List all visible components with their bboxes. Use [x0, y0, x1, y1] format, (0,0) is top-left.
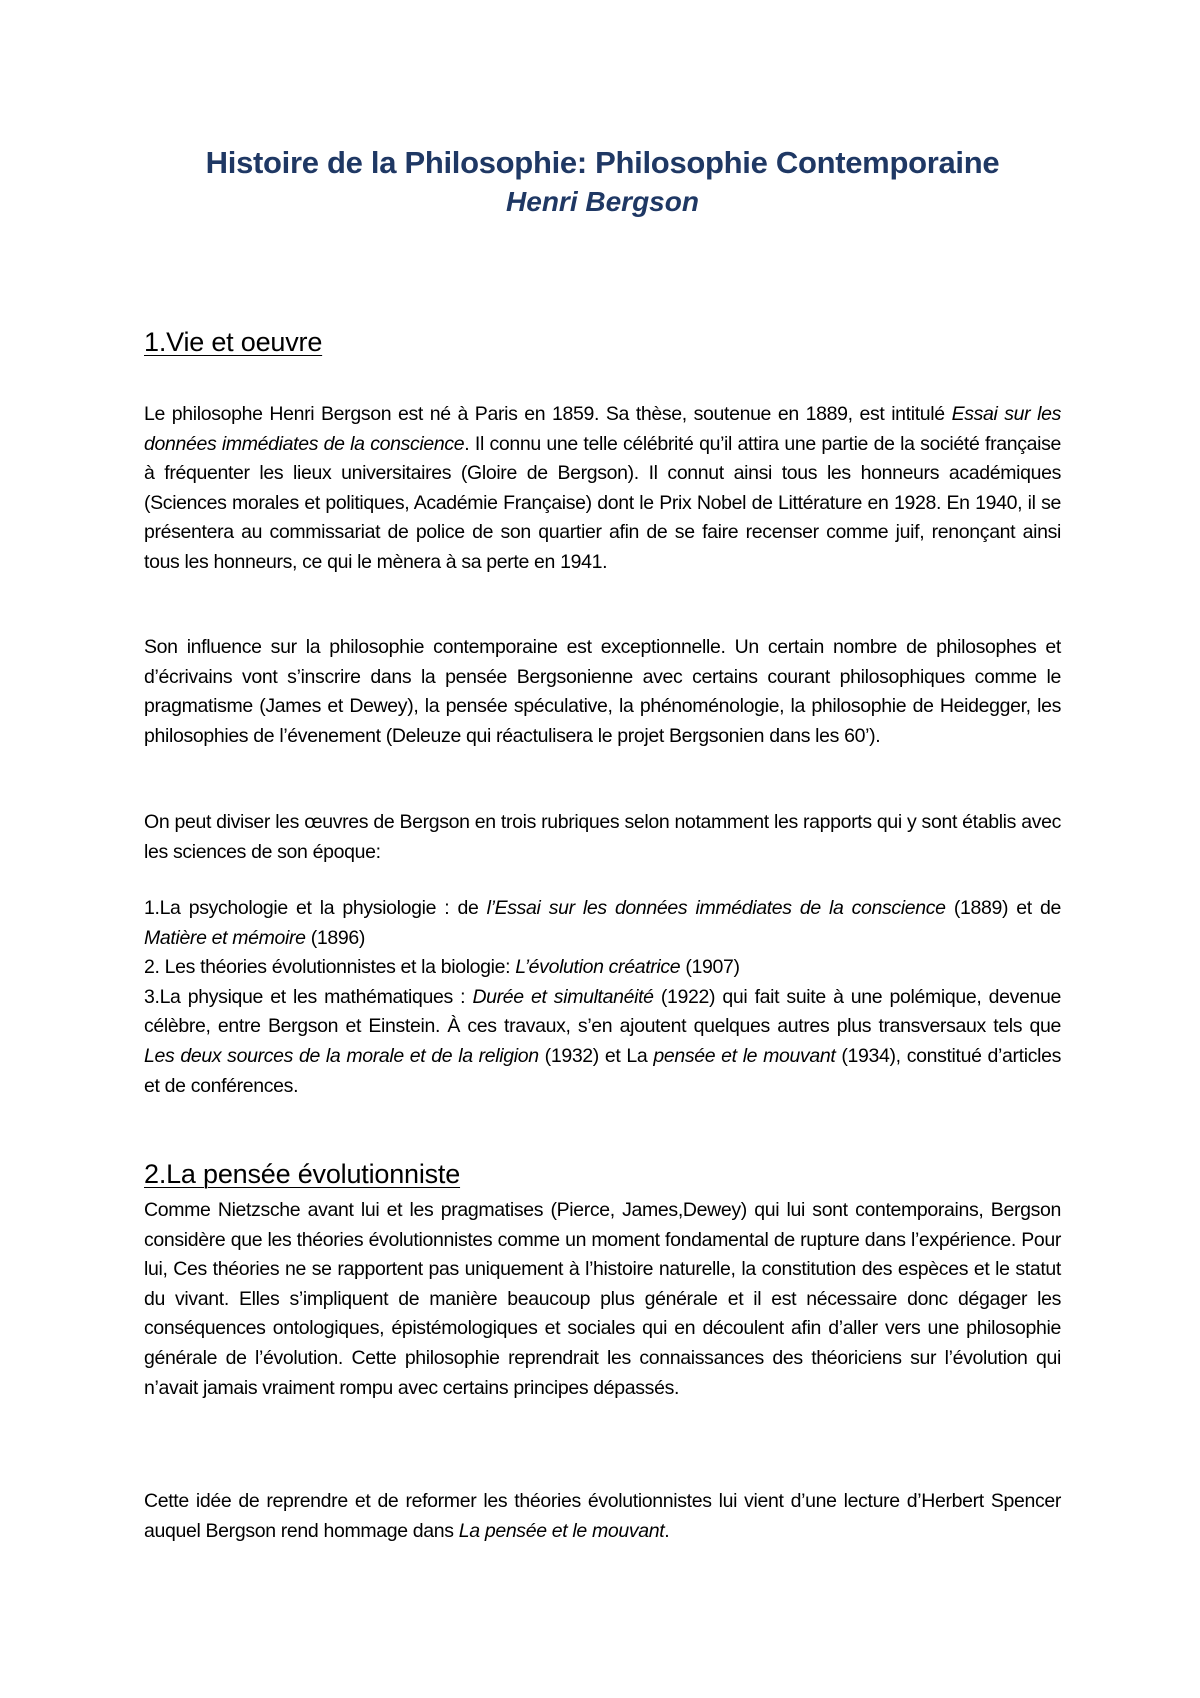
paragraph-oeuvres-intro: On peut diviser les œuvres de Bergson en trois rubriques selon notamment les rapports qui y sont établis avec les sciences de son époque: [144, 811, 1061, 863]
section-heading-vie-et-oeuvre: 1.Vie et oeuvre [144, 327, 323, 357]
text-run: (1934), constitué d’articles et de conférences. [144, 1044, 1061, 1097]
book-title: La pensée et le mouvant [458, 1519, 665, 1542]
section-heading-pensee-evolutionniste: 2.La pensée évolutionniste [144, 1159, 461, 1189]
text-run: (1896) [305, 926, 366, 949]
text-run: 3.La physique et les mathématiques : [144, 985, 473, 1008]
text-run: Le philosophe Henri Bergson est né à Paris en 1859. Sa thèse, soutenue en 1889, est intitulé [144, 403, 952, 425]
book-title-essai: Essai sur les données immédiates de la conscience [144, 403, 1061, 455]
text-run: . [664, 1519, 670, 1542]
document-title: Histoire de la Philosophie: Philosophie Contemporaine [205, 145, 1000, 180]
text-run: (1932) et La [538, 1044, 654, 1067]
paragraph-influence: Son influence sur la philosophie contemporaine est exceptionnelle. Un certain nombre de philosophes et d’écrivains vont s’inscrire dans la pensée Bergsonienne avec certains courant philosophiques comme le pragmatisme (James et Dewey), la pensée spéculative, la phénoménologie, la philosophie de Heidegger, les philosophies de l’évenement (Deleuze qui réactulisera le projet Bergsonien dans les 60’). [144, 636, 1061, 747]
text-run: (1889) et de [945, 897, 1061, 919]
list-item [144, 983, 1061, 1101]
text-run: (1922) qui fait suite à une polémique, devenue célèbre, entre Bergson et Einstein. À ces travaux, s’en ajoutent quelques autres plus transversaux tels que [144, 985, 1061, 1038]
book-title: Les deux sources de la morale et de la religion [144, 1044, 539, 1067]
document-subtitle: Henri Bergson [506, 186, 699, 217]
text-run: 2. Les théories évolutionnistes et la biologie: [144, 956, 516, 979]
paragraph-spencer [144, 1487, 1061, 1546]
works-list [144, 894, 1061, 1101]
title-block [144, 145, 1061, 220]
book-title: l’Essai sur les données immédiates de la conscience [486, 897, 946, 919]
book-title: Durée et simultanéité [472, 985, 654, 1008]
text-run: . Il connu une telle célébrité qu’il attira une partie de la société française à fréquenter les lieux universitaires (Gloire de Bergson). Il connut ainsi tous les honneurs académiques (Sciences morales et politiques, Académie Française) dont le Prix Nobel de Littérature en 1928. En 1940, il se présentera au commissariat de police de son quartier afin de se faire recenser comme juif, renonçant ainsi tous les honneurs, ce qui le mènera à sa perte en 1941. [144, 432, 1061, 573]
paragraph-evolution: Comme Nietzsche avant lui et les pragmatises (Pierce, James,Dewey) qui lui sont contemporains, Bergson considère que les théories évolutionnistes comme un moment fondamental de rupture dans l’expérience. Pour lui, Ces théories ne se rapportent pas uniquement à l’histoire naturelle, la constitution des espèces et le statut du vivant. Elles s’impliquent de manière beaucoup plus générale et il est nécessaire donc dégager les conséquences ontologiques, épistémologiques et sociales qui en découlent afin d’aller vers une philosophie générale de l’évolution. Cette philosophie reprendrait les connaissances des théoriciens sur l’évolution qui n’avait jamais vraiment rompu avec certains principes dépassés. [144, 1199, 1061, 1399]
book-title: pensée et le mouvant [653, 1044, 836, 1067]
list-item [144, 953, 1061, 983]
list-item [144, 894, 1061, 953]
document-page [144, 0, 1061, 1698]
paragraph-biography [144, 400, 1061, 578]
book-title: Matière et mémoire [144, 926, 306, 949]
text-run: (1907) [680, 956, 740, 979]
text-run: Cette idée de reprendre et de reformer les théories évolutionnistes lui vient d’une lecture d’Herbert Spencer auquel Bergson rend hommage dans [144, 1490, 1061, 1542]
book-title: L’évolution créatrice [515, 956, 681, 979]
text-run: 1.La psychologie et la physiologie : de [144, 897, 487, 919]
